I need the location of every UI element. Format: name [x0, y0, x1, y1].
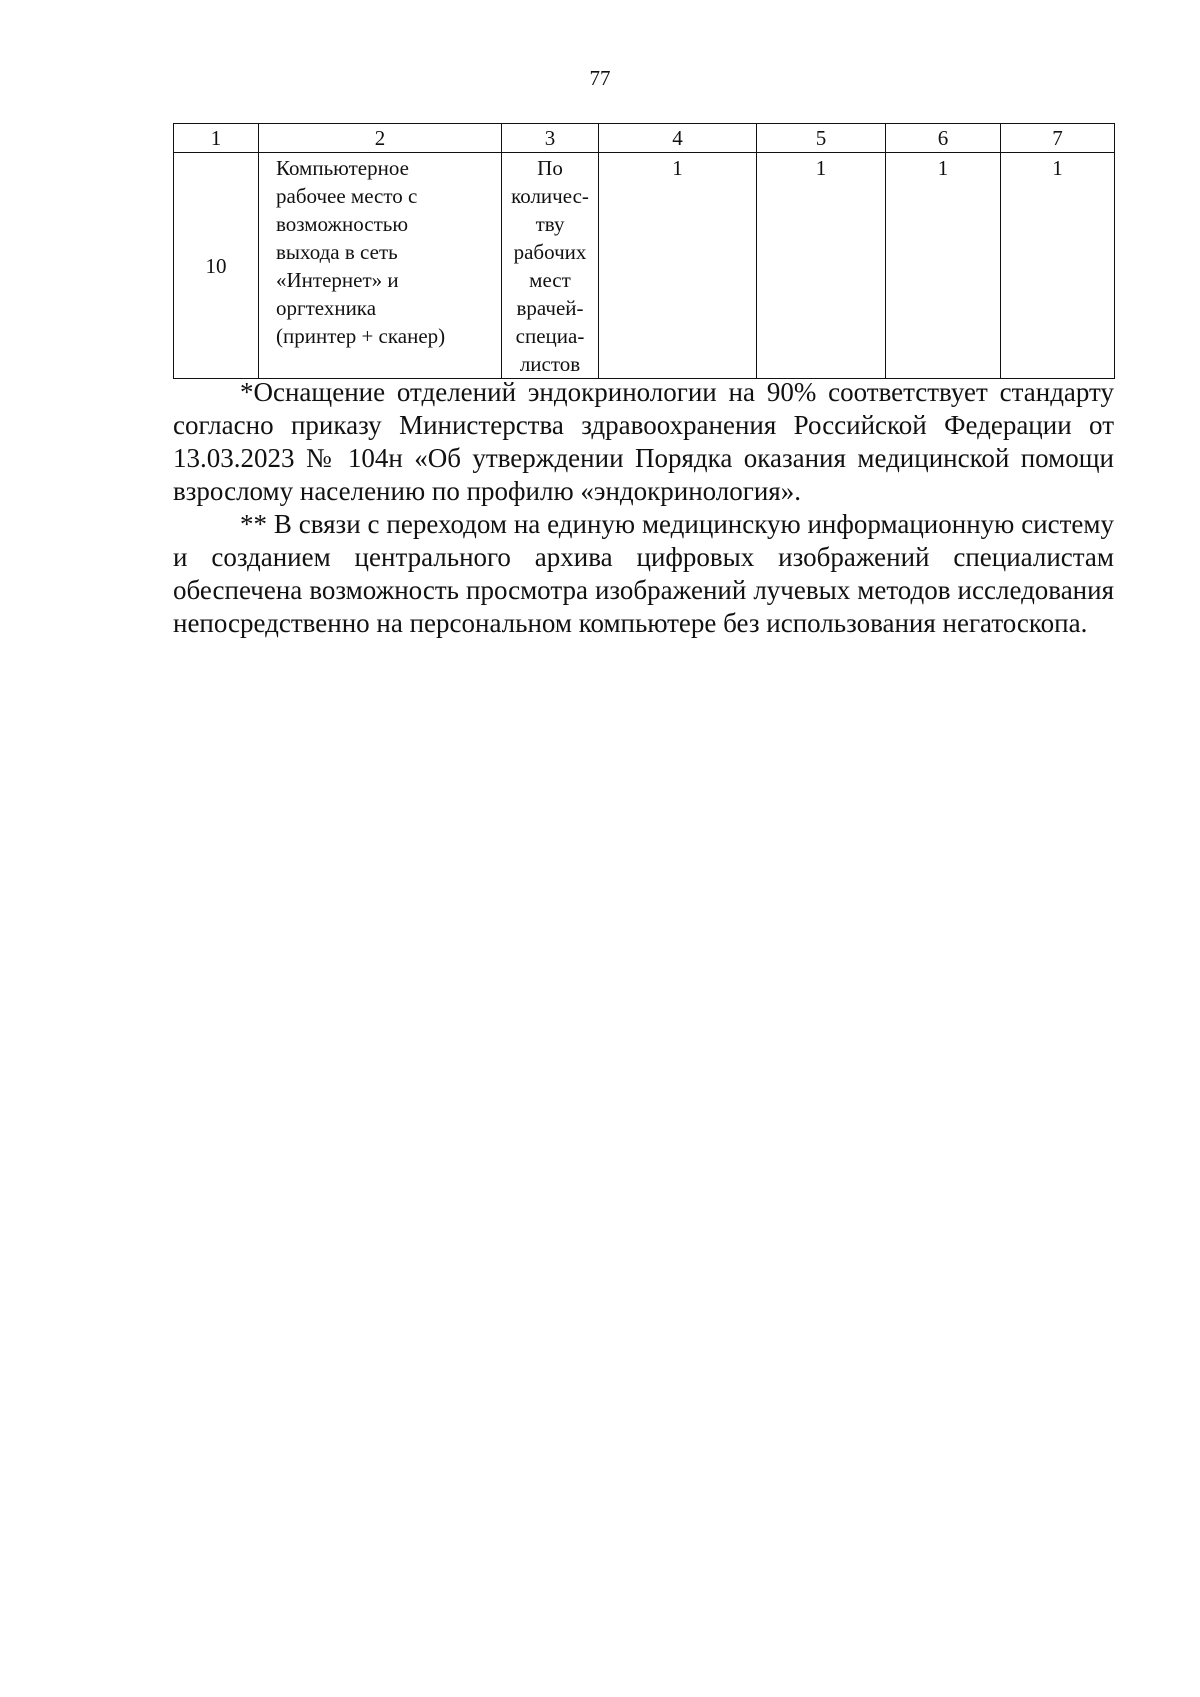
- item-name-line: оргтехника: [276, 296, 377, 320]
- value-cell: 1: [1001, 153, 1115, 379]
- unit-line: По: [537, 156, 563, 180]
- unit-line: количес-: [511, 184, 589, 208]
- unit-line: тву: [535, 212, 565, 236]
- footnotes: [173, 376, 1114, 640]
- item-name-cell: [259, 153, 502, 379]
- value-cell: 1: [886, 153, 1001, 379]
- item-name-line: (принтер + сканер): [276, 324, 446, 348]
- footnote-paragraph: ** В связи с переходом на единую медицинскую информационную систему и созданием центрального архива цифровых изображений специалистам обеспечена возможность просмотра изображений лучевых методов исследования непосредственно на персональном компьютере без использования негатоскопа.: [173, 509, 1114, 638]
- value-cell: 1: [757, 153, 886, 379]
- page-number: 77: [589, 66, 611, 90]
- header-cell: 3: [502, 124, 599, 153]
- item-name-line: рабочее место с: [276, 184, 418, 208]
- header-cell: 4: [599, 124, 757, 153]
- value-cell: 1: [599, 153, 757, 379]
- header-cell: 5: [757, 124, 886, 153]
- header-cell: 2: [259, 124, 502, 153]
- table-row: [174, 153, 1115, 379]
- unit-line: врачей-: [516, 296, 584, 320]
- table-header-row: [174, 124, 1115, 153]
- unit-cell: [502, 153, 599, 379]
- row-number-cell: 10: [174, 153, 259, 379]
- item-name-line: «Интернет» и: [276, 268, 399, 292]
- unit-line: специа-: [515, 324, 585, 348]
- header-cell: 7: [1001, 124, 1115, 153]
- unit-line: листов: [519, 352, 581, 376]
- unit-line: рабочих: [513, 240, 587, 264]
- item-name-line: возможностью: [276, 212, 409, 236]
- unit-line: мест: [529, 268, 571, 292]
- header-cell: 6: [886, 124, 1001, 153]
- item-name-line: выхода в сеть: [276, 240, 398, 264]
- equipment-table: [173, 123, 1115, 379]
- footnote-paragraph: *Оснащение отделений эндокринологии на 90% соответствует стандарту согласно приказу Министерства здравоохранения Российской Федерации от 13.03.2023 № 104н «Об утверждении Порядка оказания медицинской помощи взрослому населению по профилю «эндокринология».: [173, 377, 1114, 506]
- header-cell: 1: [174, 124, 259, 153]
- item-name-line: Компьютерное: [276, 156, 409, 180]
